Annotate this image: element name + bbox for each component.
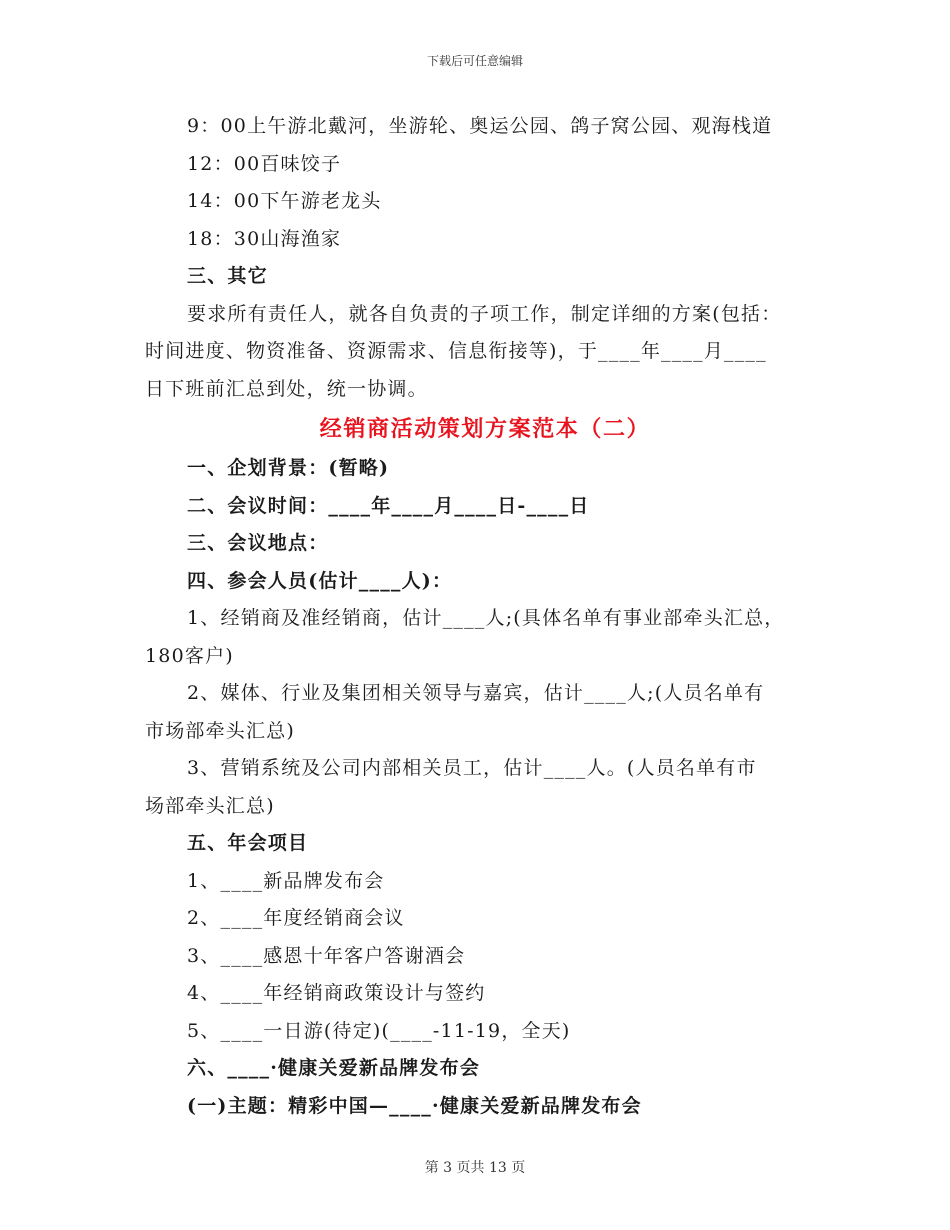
paragraph-line: 180客户)	[145, 644, 234, 667]
document-body	[145, 108, 825, 1125]
schedule-line-1: 9：00上午游北戴河，坐游轮、奥运公园、鸽子窝公园、观海栈道	[187, 115, 773, 137]
section-heading: 六、____·健康关爱新品牌发布会	[187, 1057, 481, 1079]
paragraph-line: 市场部牵头汇总)	[145, 719, 296, 742]
section-heading: 二、会议时间：____年____月____日-____日	[187, 494, 590, 517]
section-heading: 五、年会项目	[187, 832, 309, 854]
section-heading: (一)主题：精彩中国—____·健康关爱新品牌发布会	[187, 1094, 642, 1117]
schedule-line-2: 12：00百味饺子	[187, 152, 342, 175]
list-item: 4、____年经销商政策设计与签约	[187, 982, 486, 1004]
list-item: 5、____一日游(待定)(____-11-19，全天)	[187, 1019, 571, 1042]
paragraph-line: 1、经销商及准经销商，估计____人;(具体名单有事业部牵头汇总，	[187, 607, 785, 629]
section-heading-other: 三、其它	[187, 265, 268, 287]
paragraph-line: 2、媒体、行业及集团相关领导与嘉宾，估计____人;(人员名单有	[187, 682, 765, 704]
paragraph-line: 日下班前汇总到处，统一协调。	[145, 377, 428, 400]
list-item: 1、____新品牌发布会	[187, 869, 385, 892]
paragraph-line: 时间进度、物资准备、资源需求、信息衔接等)，于____年____月____	[145, 340, 767, 362]
list-item: 3、____感恩十年客户答谢酒会	[187, 944, 466, 967]
list-item: 2、____年度经销商会议	[187, 907, 405, 929]
paragraph-line: 3、营销系统及公司内部相关员工，估计____人。(人员名单有市	[187, 757, 757, 779]
page-header: 下载后可任意编辑	[426, 54, 523, 68]
document-title: 经销商活动策划方案范本（二）	[319, 416, 651, 442]
section-heading: 一、企划背景：(暂略)	[187, 457, 390, 479]
schedule-line-4: 18：30山海渔家	[187, 227, 342, 250]
schedule-line-3: 14：00下午游老龙头	[187, 190, 382, 212]
paragraph-line: 要求所有责任人，就各自负责的子项工作，制定详细的方案(包括：	[187, 302, 782, 325]
section-heading: 三、会议地点：	[187, 532, 329, 554]
paragraph-line: 场部牵头汇总)	[145, 794, 275, 817]
section-heading: 四、参会人员(估计____人)：	[187, 569, 453, 592]
page-footer: 第 3 页共 13 页	[424, 1160, 526, 1176]
